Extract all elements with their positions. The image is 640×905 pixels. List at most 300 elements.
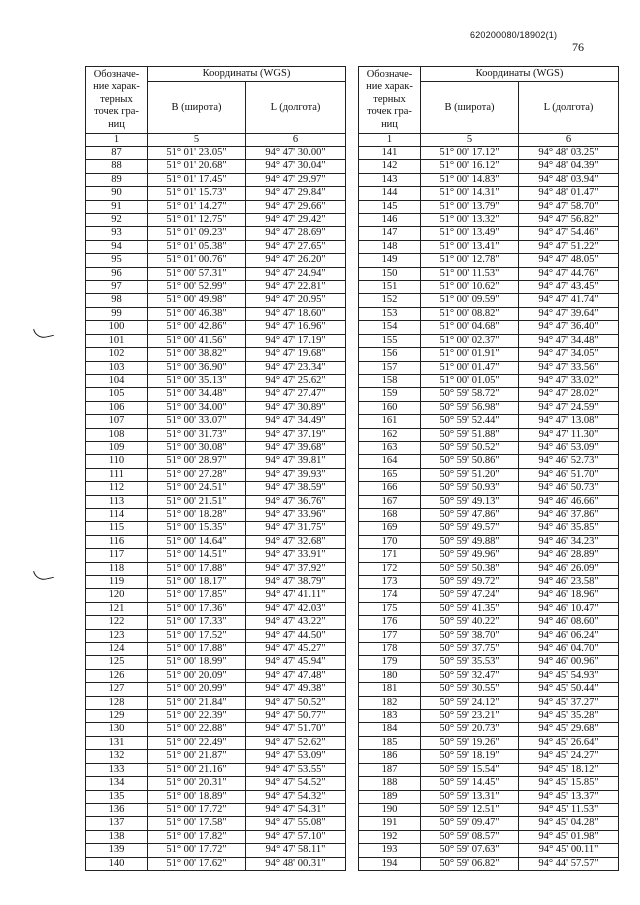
point-id-cell: 113 bbox=[86, 495, 148, 508]
point-id-cell: 135 bbox=[86, 790, 148, 803]
point-id-cell: 106 bbox=[86, 401, 148, 414]
latitude-cell: 50° 59' 50.52" bbox=[421, 441, 519, 454]
latitude-cell: 50° 59' 49.57" bbox=[421, 522, 519, 535]
longitude-cell: 94° 47' 34.49" bbox=[246, 415, 346, 428]
table-row bbox=[86, 777, 346, 790]
table-row bbox=[359, 616, 619, 629]
point-id-cell: 153 bbox=[359, 307, 421, 320]
table-row bbox=[86, 401, 346, 414]
point-id-cell: 130 bbox=[86, 723, 148, 736]
table-row bbox=[359, 401, 619, 414]
point-id-cell: 149 bbox=[359, 254, 421, 267]
latitude-cell: 51° 00' 01.91" bbox=[421, 348, 519, 361]
latitude-cell: 51° 00' 21.16" bbox=[148, 763, 246, 776]
point-id-cell: 96 bbox=[86, 267, 148, 280]
longitude-cell: 94° 47' 53.09" bbox=[246, 750, 346, 763]
latitude-cell: 51° 00' 20.99" bbox=[148, 683, 246, 696]
table-row bbox=[86, 254, 346, 267]
latitude-cell: 51° 00' 17.36" bbox=[148, 602, 246, 615]
table-row bbox=[359, 294, 619, 307]
table-row bbox=[86, 307, 346, 320]
point-id-cell: 172 bbox=[359, 562, 421, 575]
latitude-cell: 51° 00' 57.31" bbox=[148, 267, 246, 280]
longitude-cell: 94° 46' 46.66" bbox=[519, 495, 619, 508]
longitude-cell: 94° 47' 28.69" bbox=[246, 227, 346, 240]
longitude-cell: 94° 47' 54.52" bbox=[246, 777, 346, 790]
longitude-cell: 94° 46' 18.96" bbox=[519, 589, 619, 602]
point-id-cell: 159 bbox=[359, 388, 421, 401]
longitude-cell: 94° 46' 34.23" bbox=[519, 535, 619, 548]
table-row bbox=[86, 710, 346, 723]
longitude-cell: 94° 47' 51.22" bbox=[519, 240, 619, 253]
latitude-cell: 51° 00' 17.72" bbox=[148, 844, 246, 857]
longitude-cell: 94° 46' 00.96" bbox=[519, 656, 619, 669]
latitude-cell: 50° 59' 37.75" bbox=[421, 643, 519, 656]
longitude-cell: 94° 47' 33.96" bbox=[246, 508, 346, 521]
table-row bbox=[86, 643, 346, 656]
table-row bbox=[86, 830, 346, 843]
point-id-cell: 157 bbox=[359, 361, 421, 374]
latitude-cell: 51° 00' 31.73" bbox=[148, 428, 246, 441]
longitude-cell: 94° 47' 39.68" bbox=[246, 441, 346, 454]
latitude-cell: 51° 00' 21.51" bbox=[148, 495, 246, 508]
latitude-cell: 51° 00' 34.48" bbox=[148, 388, 246, 401]
point-id-cell: 97 bbox=[86, 281, 148, 294]
point-id-cell: 140 bbox=[86, 857, 148, 870]
table-row bbox=[86, 482, 346, 495]
latitude-cell: 51° 00' 52.99" bbox=[148, 281, 246, 294]
point-id-cell: 125 bbox=[86, 656, 148, 669]
latitude-cell: 51° 00' 42.86" bbox=[148, 321, 246, 334]
longitude-cell: 94° 47' 51.70" bbox=[246, 723, 346, 736]
longitude-cell: 94° 47' 44.76" bbox=[519, 267, 619, 280]
table-row bbox=[86, 589, 346, 602]
longitude-cell: 94° 47' 47.48" bbox=[246, 669, 346, 682]
header-point-label: Обозначе-ние харак-терных точек гра-ниц bbox=[359, 67, 421, 134]
point-id-cell: 108 bbox=[86, 428, 148, 441]
point-id-cell: 151 bbox=[359, 281, 421, 294]
table-row bbox=[359, 602, 619, 615]
latitude-cell: 51° 00' 27.28" bbox=[148, 468, 246, 481]
latitude-cell: 50° 59' 38.70" bbox=[421, 629, 519, 642]
point-id-cell: 94 bbox=[86, 240, 148, 253]
point-id-cell: 128 bbox=[86, 696, 148, 709]
table-row bbox=[86, 187, 346, 200]
latitude-cell: 51° 00' 17.85" bbox=[148, 589, 246, 602]
longitude-cell: 94° 47' 54.46" bbox=[519, 227, 619, 240]
longitude-cell: 94° 47' 38.59" bbox=[246, 482, 346, 495]
latitude-cell: 50° 59' 49.13" bbox=[421, 495, 519, 508]
table-row bbox=[86, 334, 346, 347]
latitude-cell: 51° 00' 12.78" bbox=[421, 254, 519, 267]
point-id-cell: 177 bbox=[359, 629, 421, 642]
latitude-cell: 51° 00' 14.64" bbox=[148, 535, 246, 548]
latitude-cell: 51° 00' 13.41" bbox=[421, 240, 519, 253]
table-row bbox=[359, 736, 619, 749]
table-row bbox=[86, 522, 346, 535]
table-row bbox=[86, 803, 346, 816]
table-row bbox=[359, 656, 619, 669]
longitude-cell: 94° 47' 38.79" bbox=[246, 576, 346, 589]
longitude-cell: 94° 47' 28.02" bbox=[519, 388, 619, 401]
latitude-cell: 51° 00' 17.88" bbox=[148, 643, 246, 656]
table-row bbox=[359, 817, 619, 830]
point-id-cell: 114 bbox=[86, 508, 148, 521]
longitude-cell: 94° 47' 27.47" bbox=[246, 388, 346, 401]
table-row bbox=[86, 656, 346, 669]
table-row bbox=[359, 441, 619, 454]
longitude-cell: 94° 47' 13.08" bbox=[519, 415, 619, 428]
latitude-cell: 51° 00' 18.28" bbox=[148, 508, 246, 521]
longitude-cell: 94° 48' 04.39" bbox=[519, 160, 619, 173]
point-id-cell: 168 bbox=[359, 508, 421, 521]
table-row bbox=[359, 696, 619, 709]
latitude-cell: 51° 01' 20.68" bbox=[148, 160, 246, 173]
point-id-cell: 138 bbox=[86, 830, 148, 843]
latitude-cell: 50° 59' 23.21" bbox=[421, 710, 519, 723]
longitude-cell: 94° 46' 53.09" bbox=[519, 441, 619, 454]
point-id-cell: 156 bbox=[359, 348, 421, 361]
latitude-cell: 50° 59' 30.55" bbox=[421, 683, 519, 696]
point-id-cell: 120 bbox=[86, 589, 148, 602]
longitude-cell: 94° 47' 11.30" bbox=[519, 428, 619, 441]
table-row bbox=[86, 281, 346, 294]
latitude-cell: 50° 59' 13.31" bbox=[421, 790, 519, 803]
point-id-cell: 90 bbox=[86, 187, 148, 200]
latitude-cell: 50° 59' 20.73" bbox=[421, 723, 519, 736]
header-col-num: 6 bbox=[246, 134, 346, 147]
table-row bbox=[86, 750, 346, 763]
latitude-cell: 51° 00' 33.07" bbox=[148, 415, 246, 428]
latitude-cell: 51° 01' 12.75" bbox=[148, 214, 246, 227]
table-row bbox=[359, 187, 619, 200]
table-body-left bbox=[86, 147, 346, 871]
longitude-cell: 94° 47' 29.97" bbox=[246, 173, 346, 186]
table-row bbox=[359, 857, 619, 870]
latitude-cell: 51° 00' 10.62" bbox=[421, 281, 519, 294]
point-id-cell: 191 bbox=[359, 817, 421, 830]
table-row bbox=[86, 388, 346, 401]
latitude-cell: 50° 59' 49.72" bbox=[421, 576, 519, 589]
table-row bbox=[359, 844, 619, 857]
longitude-cell: 94° 46' 04.70" bbox=[519, 643, 619, 656]
table-row bbox=[86, 267, 346, 280]
table-row bbox=[359, 428, 619, 441]
point-id-cell: 164 bbox=[359, 455, 421, 468]
longitude-cell: 94° 47' 26.20" bbox=[246, 254, 346, 267]
longitude-cell: 94° 47' 44.50" bbox=[246, 629, 346, 642]
point-id-cell: 112 bbox=[86, 482, 148, 495]
table-row bbox=[86, 147, 346, 160]
point-id-cell: 143 bbox=[359, 173, 421, 186]
longitude-cell: 94° 47' 32.68" bbox=[246, 535, 346, 548]
longitude-cell: 94° 47' 53.55" bbox=[246, 763, 346, 776]
coordinates-table-left bbox=[85, 66, 346, 871]
latitude-cell: 50° 59' 50.93" bbox=[421, 482, 519, 495]
longitude-cell: 94° 46' 23.58" bbox=[519, 576, 619, 589]
latitude-cell: 51° 01' 17.45" bbox=[148, 173, 246, 186]
longitude-cell: 94° 47' 48.05" bbox=[519, 254, 619, 267]
longitude-cell: 94° 47' 33.91" bbox=[246, 549, 346, 562]
header-col-num: 1 bbox=[359, 134, 421, 147]
latitude-cell: 50° 59' 40.22" bbox=[421, 616, 519, 629]
point-id-cell: 89 bbox=[86, 173, 148, 186]
table-row bbox=[359, 750, 619, 763]
table-row bbox=[86, 549, 346, 562]
longitude-cell: 94° 47' 56.82" bbox=[519, 214, 619, 227]
point-id-cell: 134 bbox=[86, 777, 148, 790]
table-body-right bbox=[359, 147, 619, 871]
point-id-cell: 121 bbox=[86, 602, 148, 615]
table-row bbox=[86, 321, 346, 334]
table-row bbox=[86, 173, 346, 186]
latitude-cell: 50° 59' 24.12" bbox=[421, 696, 519, 709]
table-row bbox=[86, 790, 346, 803]
longitude-cell: 94° 47' 39.64" bbox=[519, 307, 619, 320]
point-id-cell: 146 bbox=[359, 214, 421, 227]
table-row bbox=[359, 455, 619, 468]
longitude-cell: 94° 47' 24.94" bbox=[246, 267, 346, 280]
point-id-cell: 105 bbox=[86, 388, 148, 401]
table-row bbox=[359, 254, 619, 267]
point-id-cell: 124 bbox=[86, 643, 148, 656]
table-row bbox=[359, 361, 619, 374]
longitude-cell: 94° 46' 35.85" bbox=[519, 522, 619, 535]
point-id-cell: 133 bbox=[86, 763, 148, 776]
longitude-cell: 94° 47' 58.11" bbox=[246, 844, 346, 857]
longitude-cell: 94° 46' 51.70" bbox=[519, 468, 619, 481]
latitude-cell: 50° 59' 49.88" bbox=[421, 535, 519, 548]
point-id-cell: 182 bbox=[359, 696, 421, 709]
longitude-cell: 94° 46' 28.89" bbox=[519, 549, 619, 562]
longitude-cell: 94° 47' 55.08" bbox=[246, 817, 346, 830]
point-id-cell: 194 bbox=[359, 857, 421, 870]
longitude-cell: 94° 47' 30.04" bbox=[246, 160, 346, 173]
table-row bbox=[86, 428, 346, 441]
latitude-cell: 50° 59' 07.63" bbox=[421, 844, 519, 857]
table-row bbox=[359, 200, 619, 213]
point-id-cell: 187 bbox=[359, 763, 421, 776]
latitude-cell: 50° 59' 06.82" bbox=[421, 857, 519, 870]
longitude-cell: 94° 45' 35.28" bbox=[519, 710, 619, 723]
latitude-cell: 50° 59' 50.38" bbox=[421, 562, 519, 575]
longitude-cell: 94° 47' 39.81" bbox=[246, 455, 346, 468]
latitude-cell: 50° 59' 49.96" bbox=[421, 549, 519, 562]
table-row bbox=[359, 589, 619, 602]
latitude-cell: 50° 59' 47.86" bbox=[421, 508, 519, 521]
point-id-cell: 139 bbox=[86, 844, 148, 857]
longitude-cell: 94° 47' 49.38" bbox=[246, 683, 346, 696]
longitude-cell: 94° 45' 11.53" bbox=[519, 803, 619, 816]
table-row bbox=[359, 281, 619, 294]
point-id-cell: 101 bbox=[86, 334, 148, 347]
longitude-cell: 94° 47' 57.10" bbox=[246, 830, 346, 843]
header-col-num: 5 bbox=[148, 134, 246, 147]
point-id-cell: 185 bbox=[359, 736, 421, 749]
point-id-cell: 155 bbox=[359, 334, 421, 347]
table-row bbox=[359, 683, 619, 696]
point-id-cell: 188 bbox=[359, 777, 421, 790]
latitude-cell: 51° 00' 01.47" bbox=[421, 361, 519, 374]
longitude-cell: 94° 48' 03.25" bbox=[519, 147, 619, 160]
point-id-cell: 141 bbox=[359, 147, 421, 160]
longitude-cell: 94° 45' 15.85" bbox=[519, 777, 619, 790]
longitude-cell: 94° 47' 33.02" bbox=[519, 374, 619, 387]
table-row bbox=[86, 361, 346, 374]
longitude-cell: 94° 46' 06.24" bbox=[519, 629, 619, 642]
latitude-cell: 50° 59' 15.54" bbox=[421, 763, 519, 776]
table-row bbox=[86, 200, 346, 213]
point-id-cell: 144 bbox=[359, 187, 421, 200]
latitude-cell: 51° 00' 04.68" bbox=[421, 321, 519, 334]
longitude-cell: 94° 47' 20.95" bbox=[246, 294, 346, 307]
latitude-cell: 51° 00' 22.49" bbox=[148, 736, 246, 749]
table-row bbox=[359, 173, 619, 186]
longitude-cell: 94° 47' 24.59" bbox=[519, 401, 619, 414]
point-id-cell: 98 bbox=[86, 294, 148, 307]
header-col-num: 5 bbox=[421, 134, 519, 147]
table-row bbox=[359, 763, 619, 776]
latitude-cell: 50° 59' 32.47" bbox=[421, 669, 519, 682]
table-row bbox=[86, 817, 346, 830]
latitude-cell: 50° 59' 51.88" bbox=[421, 428, 519, 441]
longitude-cell: 94° 45' 54.93" bbox=[519, 669, 619, 682]
latitude-cell: 51° 00' 09.59" bbox=[421, 294, 519, 307]
longitude-cell: 94° 45' 18.12" bbox=[519, 763, 619, 776]
page-number: 76 bbox=[572, 40, 584, 54]
point-id-cell: 87 bbox=[86, 147, 148, 160]
table-row bbox=[86, 562, 346, 575]
latitude-cell: 51° 01' 14.27" bbox=[148, 200, 246, 213]
latitude-cell: 51° 00' 11.53" bbox=[421, 267, 519, 280]
point-id-cell: 126 bbox=[86, 669, 148, 682]
latitude-cell: 51° 00' 41.56" bbox=[148, 334, 246, 347]
longitude-cell: 94° 44' 57.57" bbox=[519, 857, 619, 870]
handwritten-mark-icon bbox=[33, 325, 54, 340]
longitude-cell: 94° 48' 01.47" bbox=[519, 187, 619, 200]
point-id-cell: 123 bbox=[86, 629, 148, 642]
table-row bbox=[359, 803, 619, 816]
point-id-cell: 110 bbox=[86, 455, 148, 468]
latitude-cell: 51° 00' 14.51" bbox=[148, 549, 246, 562]
latitude-cell: 50° 59' 56.98" bbox=[421, 401, 519, 414]
longitude-cell: 94° 45' 24.27" bbox=[519, 750, 619, 763]
latitude-cell: 51° 00' 15.35" bbox=[148, 522, 246, 535]
longitude-cell: 94° 47' 39.93" bbox=[246, 468, 346, 481]
header-lat-label: В (широта) bbox=[421, 82, 519, 134]
table-row bbox=[359, 307, 619, 320]
table-row bbox=[359, 374, 619, 387]
table-row bbox=[359, 522, 619, 535]
latitude-cell: 51° 00' 18.17" bbox=[148, 576, 246, 589]
point-id-cell: 148 bbox=[359, 240, 421, 253]
latitude-cell: 50° 59' 47.24" bbox=[421, 589, 519, 602]
table-row bbox=[359, 415, 619, 428]
latitude-cell: 51° 00' 17.58" bbox=[148, 817, 246, 830]
header-lon-label: L (долгота) bbox=[519, 82, 619, 134]
longitude-cell: 94° 46' 52.73" bbox=[519, 455, 619, 468]
longitude-cell: 94° 45' 01.98" bbox=[519, 830, 619, 843]
header-point-label: Обозначе-ние харак-терных точек гра-ниц bbox=[86, 67, 148, 134]
latitude-cell: 51° 01' 15.73" bbox=[148, 187, 246, 200]
latitude-cell: 51° 00' 17.33" bbox=[148, 616, 246, 629]
longitude-cell: 94° 47' 50.52" bbox=[246, 696, 346, 709]
table-row bbox=[359, 562, 619, 575]
longitude-cell: 94° 45' 50.44" bbox=[519, 683, 619, 696]
longitude-cell: 94° 45' 00.11" bbox=[519, 844, 619, 857]
point-id-cell: 166 bbox=[359, 482, 421, 495]
latitude-cell: 51° 00' 18.89" bbox=[148, 790, 246, 803]
point-id-cell: 165 bbox=[359, 468, 421, 481]
point-id-cell: 192 bbox=[359, 830, 421, 843]
longitude-cell: 94° 47' 23.34" bbox=[246, 361, 346, 374]
point-id-cell: 174 bbox=[359, 589, 421, 602]
table-row bbox=[359, 321, 619, 334]
latitude-cell: 51° 00' 22.39" bbox=[148, 710, 246, 723]
point-id-cell: 169 bbox=[359, 522, 421, 535]
latitude-cell: 51° 00' 21.87" bbox=[148, 750, 246, 763]
longitude-cell: 94° 47' 17.19" bbox=[246, 334, 346, 347]
longitude-cell: 94° 47' 22.81" bbox=[246, 281, 346, 294]
table-row bbox=[359, 576, 619, 589]
longitude-cell: 94° 47' 41.74" bbox=[519, 294, 619, 307]
point-id-cell: 180 bbox=[359, 669, 421, 682]
table-row bbox=[359, 710, 619, 723]
point-id-cell: 99 bbox=[86, 307, 148, 320]
latitude-cell: 50° 59' 52.44" bbox=[421, 415, 519, 428]
table-row bbox=[359, 495, 619, 508]
longitude-cell: 94° 48' 00.31" bbox=[246, 857, 346, 870]
point-id-cell: 186 bbox=[359, 750, 421, 763]
point-id-cell: 122 bbox=[86, 616, 148, 629]
longitude-cell: 94° 47' 31.75" bbox=[246, 522, 346, 535]
table-row bbox=[86, 723, 346, 736]
table-row bbox=[359, 777, 619, 790]
longitude-cell: 94° 47' 30.00" bbox=[246, 147, 346, 160]
table-row bbox=[86, 214, 346, 227]
table-row bbox=[359, 629, 619, 642]
point-id-cell: 136 bbox=[86, 803, 148, 816]
latitude-cell: 51° 00' 35.13" bbox=[148, 374, 246, 387]
longitude-cell: 94° 45' 37.27" bbox=[519, 696, 619, 709]
latitude-cell: 51° 00' 30.08" bbox=[148, 441, 246, 454]
table-row bbox=[86, 441, 346, 454]
latitude-cell: 51° 01' 05.38" bbox=[148, 240, 246, 253]
point-id-cell: 179 bbox=[359, 656, 421, 669]
latitude-cell: 51° 00' 01.05" bbox=[421, 374, 519, 387]
table-row bbox=[86, 374, 346, 387]
latitude-cell: 51° 00' 13.49" bbox=[421, 227, 519, 240]
latitude-cell: 51° 00' 17.62" bbox=[148, 857, 246, 870]
table-row bbox=[86, 495, 346, 508]
longitude-cell: 94° 46' 26.09" bbox=[519, 562, 619, 575]
table-row bbox=[359, 267, 619, 280]
point-id-cell: 116 bbox=[86, 535, 148, 548]
point-id-cell: 173 bbox=[359, 576, 421, 589]
header-col-num: 1 bbox=[86, 134, 148, 147]
point-id-cell: 102 bbox=[86, 348, 148, 361]
longitude-cell: 94° 47' 34.48" bbox=[519, 334, 619, 347]
header-lon-label: L (долгота) bbox=[246, 82, 346, 134]
latitude-cell: 51° 00' 21.84" bbox=[148, 696, 246, 709]
latitude-cell: 51° 00' 46.38" bbox=[148, 307, 246, 320]
table-row bbox=[359, 482, 619, 495]
longitude-cell: 94° 47' 52.62" bbox=[246, 736, 346, 749]
table-row bbox=[86, 240, 346, 253]
point-id-cell: 145 bbox=[359, 200, 421, 213]
latitude-cell: 50° 59' 18.19" bbox=[421, 750, 519, 763]
longitude-cell: 94° 47' 36.40" bbox=[519, 321, 619, 334]
